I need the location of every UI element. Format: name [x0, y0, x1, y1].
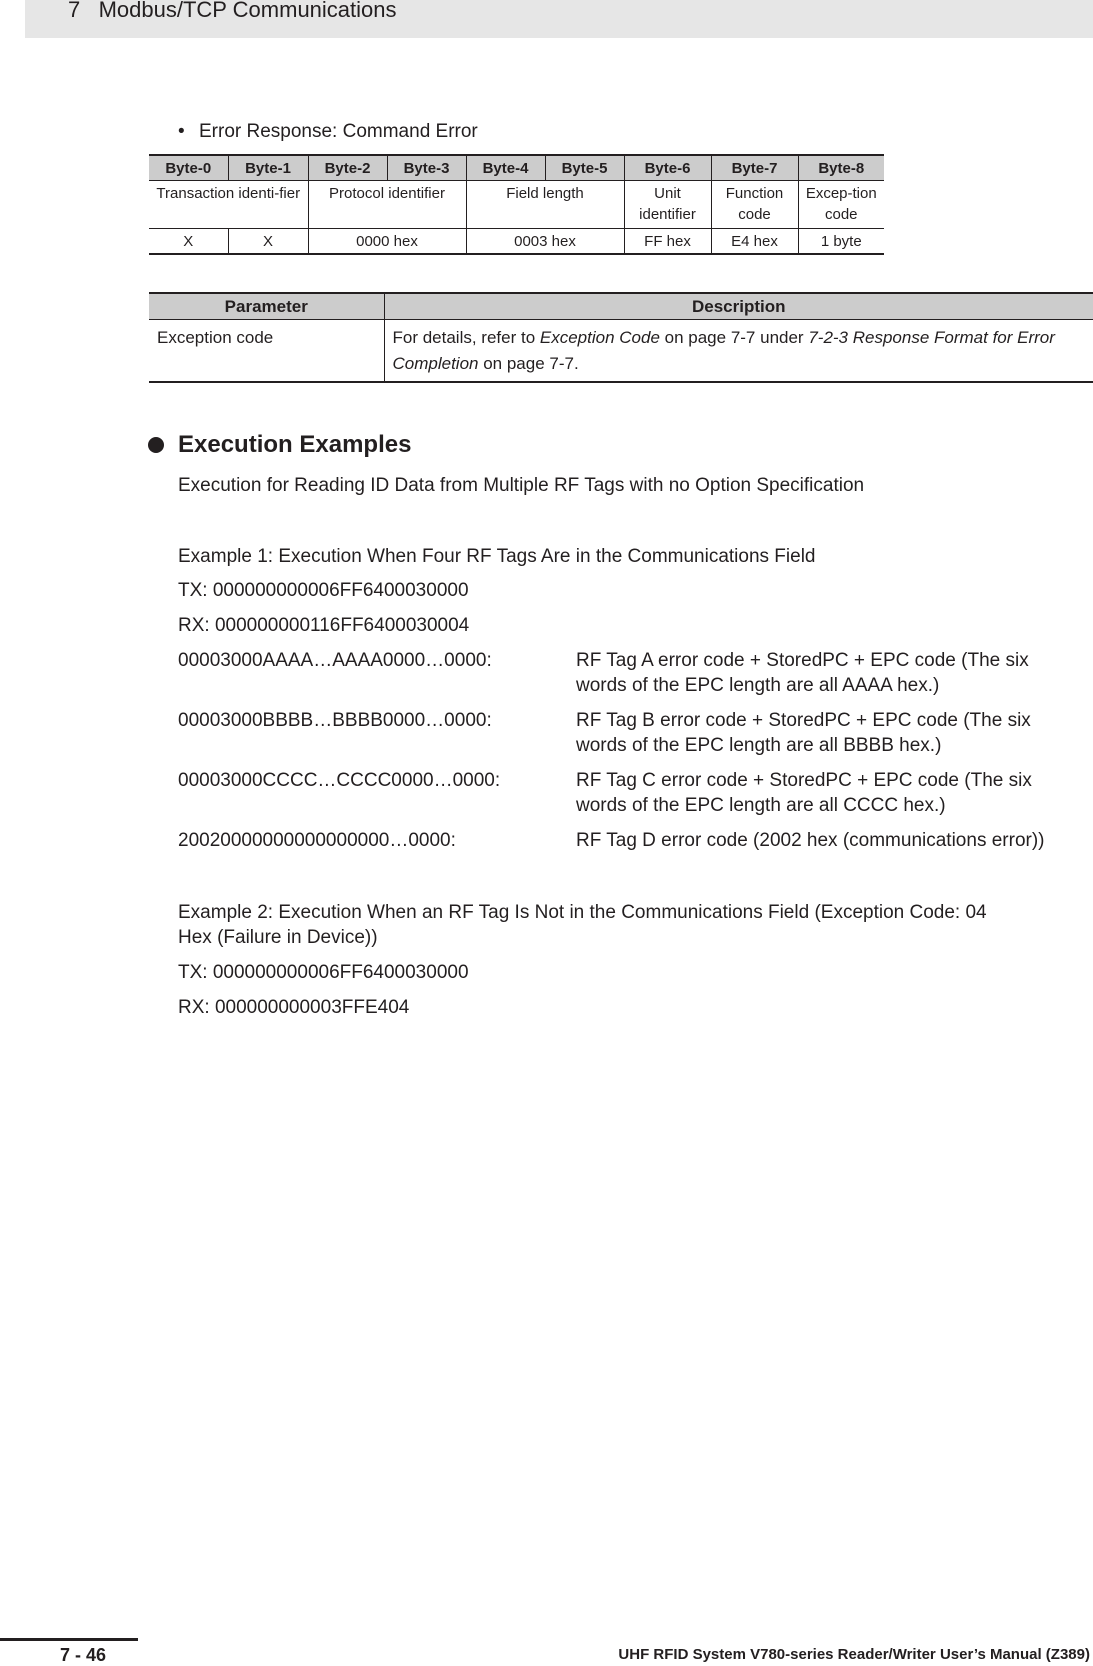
desc-text: For details, refer to [392, 328, 540, 347]
field-value-cell: 0000 hex [308, 229, 466, 255]
parameter-name: Exception code [149, 320, 384, 383]
desc-text: on page 7-7. [478, 354, 579, 373]
chapter-title: 7 Modbus/TCP Communications [68, 0, 397, 22]
page-header [25, 0, 1093, 38]
section-title: Execution Examples [178, 431, 412, 458]
parameter-header-row [149, 293, 1093, 320]
byte-header: Byte-4 [466, 155, 545, 181]
example1-tx: TX: 000000000006FF6400030000 [178, 580, 469, 601]
response-code: 00003000AAAA…AAAA0000…0000: [178, 650, 492, 671]
byte-header: Byte-2 [308, 155, 387, 181]
parameter-row [149, 320, 1093, 383]
example2-title-line2: Hex (Failure in Device)) [178, 927, 378, 948]
response-code: 20020000000000000000…0000: [178, 830, 456, 851]
field-value-row [149, 229, 884, 255]
byte-header: Byte-3 [387, 155, 466, 181]
field-name-cell: Unit identifier [624, 181, 711, 229]
field-name-cell: Excep-tion code [798, 181, 884, 229]
example1-title: Example 1: Execution When Four RF Tags Are in the Communications Field [178, 546, 816, 567]
description-header: Description [384, 293, 1093, 320]
example1-rx: RX: 000000000116FF6400030004 [178, 615, 470, 636]
field-name-cell: Field length [466, 181, 624, 229]
desc-text: on page 7-7 under [659, 328, 809, 347]
byte-header: Byte-8 [798, 155, 884, 181]
desc-link-exception-code: Exception Code [539, 328, 660, 347]
field-name-cell: Protocol identifier [308, 181, 466, 229]
field-value-cell: X [149, 229, 228, 255]
example2-title-line1: Example 2: Execution When an RF Tag Is Not in the Communications Field (Exception Code: 04 [178, 902, 987, 923]
parameter-table [149, 292, 1093, 383]
example2-rx: RX: 000000000003FFE404 [178, 997, 410, 1018]
byte-header-row [149, 155, 884, 181]
bullet-marker: • [178, 121, 185, 142]
page-number: 7 - 46 [60, 1645, 107, 1665]
byte-header: Byte-0 [149, 155, 228, 181]
field-value-cell: X [228, 229, 308, 255]
response-explanation: RF Tag D error code (2002 hex (communications error)) [576, 830, 1045, 851]
section-intro: Execution for Reading ID Data from Multiple RF Tags with no Option Specification [178, 475, 865, 496]
example2-tx: TX: 000000000006FF6400030000 [178, 962, 469, 983]
field-value-cell: FF hex [624, 229, 711, 255]
parameter-description [384, 320, 1093, 383]
response-explanation: RF Tag A error code + StoredPC + EPC code (The six words of the EPC length are all AAAA hex.) [576, 650, 1029, 696]
byte-header: Byte-5 [545, 155, 624, 181]
byte-format-table [149, 154, 884, 255]
manual-title: UHF RFID System V780-series Reader/Writer User’s Manual (Z389) [618, 1646, 1090, 1663]
field-name-cell: Transaction identi-fier [156, 185, 301, 202]
field-value-cell: 1 byte [798, 229, 884, 255]
bullet-text: Error Response: Command Error [199, 121, 478, 142]
byte-header: Byte-6 [624, 155, 711, 181]
response-code: 00003000CCCC…CCCC0000…0000: [178, 770, 501, 791]
footer-rule [0, 1638, 138, 1641]
field-value-cell: E4 hex [711, 229, 798, 255]
field-value-cell: 0003 hex [466, 229, 624, 255]
byte-header: Byte-7 [711, 155, 798, 181]
parameter-header: Parameter [149, 293, 384, 320]
response-explanation: RF Tag B error code + StoredPC + EPC code (The six words of the EPC length are all BBBB hex.) [576, 710, 1031, 756]
desc-link-section: 7-2-3 Response Format for Error Completion [392, 328, 1055, 373]
field-name-row [149, 181, 884, 229]
response-explanation: RF Tag C error code + StoredPC + EPC code (The six words of the EPC length are all CCCC hex.) [576, 770, 1032, 816]
response-code: 00003000BBBB…BBBB0000…0000: [178, 710, 492, 731]
section-heading [148, 431, 412, 515]
bullet-disc-icon [148, 437, 164, 453]
field-name-cell: Function code [711, 181, 798, 229]
byte-header: Byte-1 [228, 155, 308, 181]
